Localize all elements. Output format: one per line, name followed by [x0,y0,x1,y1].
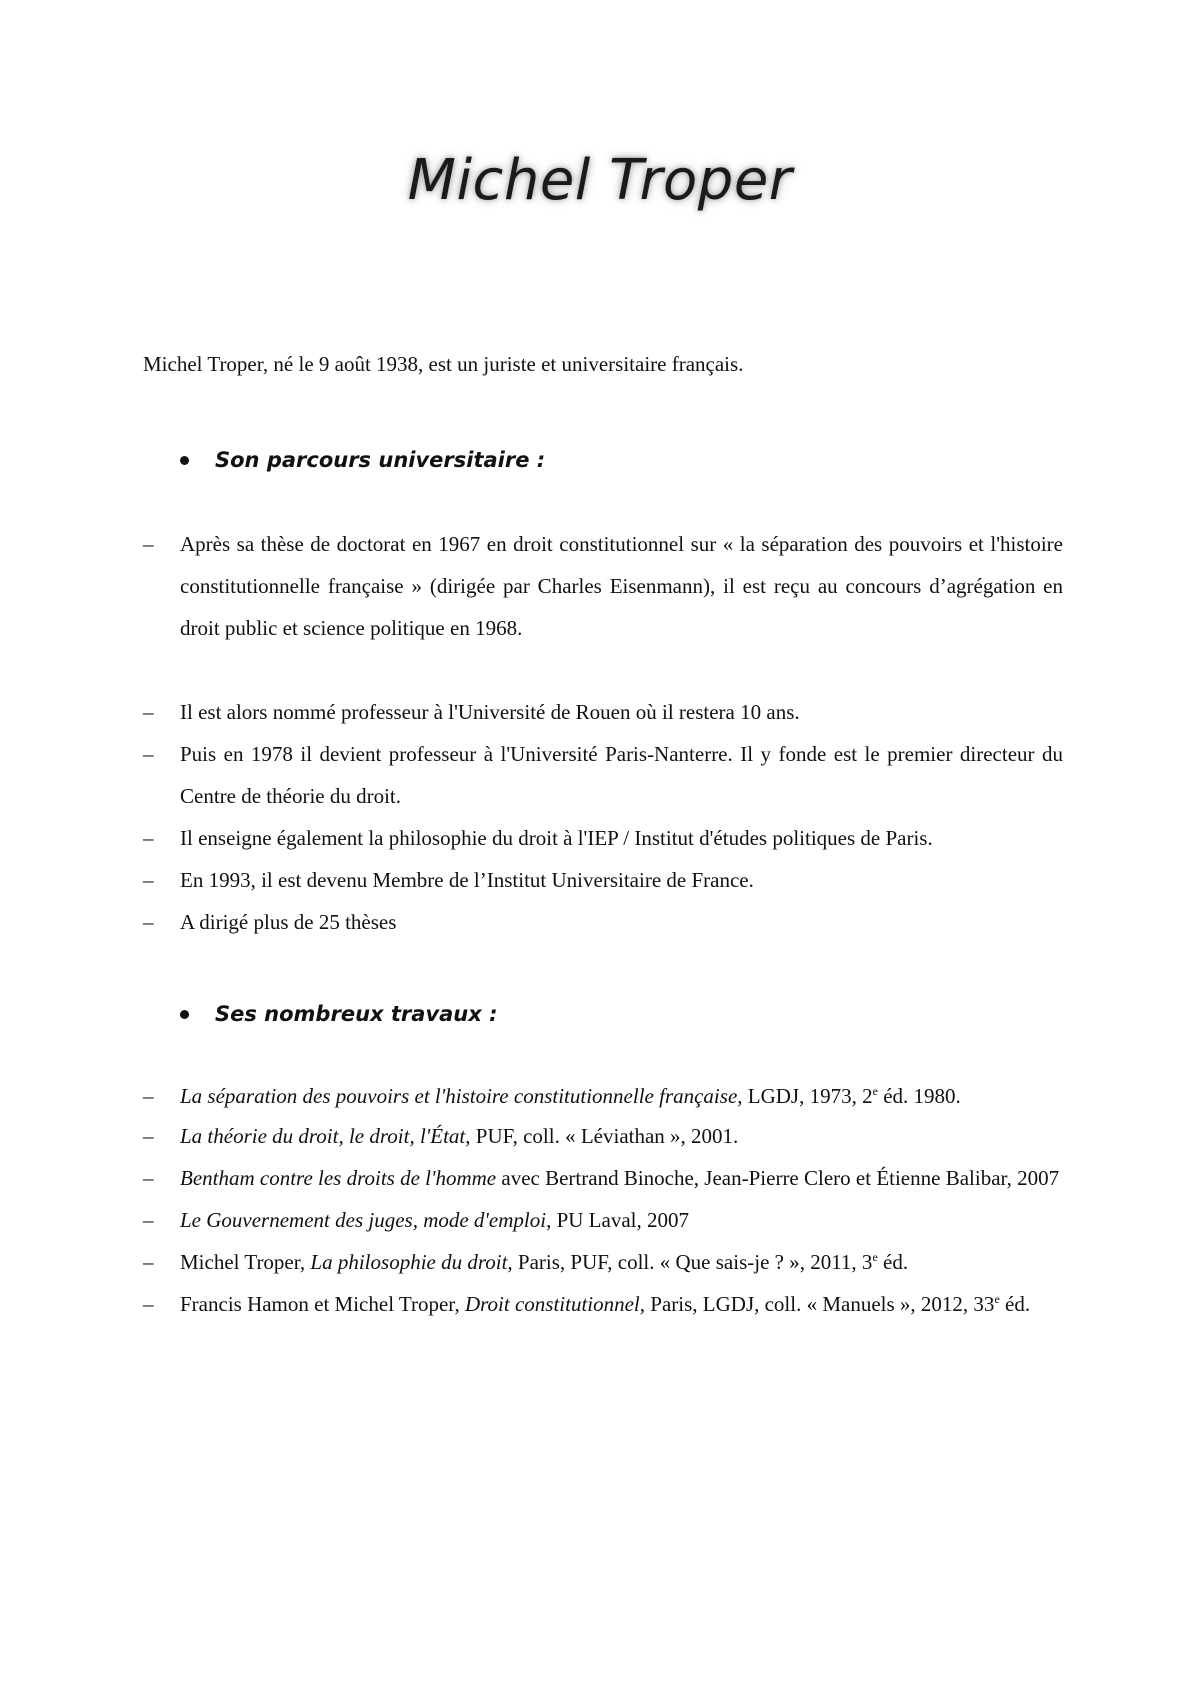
list-item: – Il enseigne également la philosophie du droit à l'IEP / Institut d'études politiques de Paris. [143,817,1063,859]
list-item: – Michel Troper, La philosophie du droit, Paris, PUF, coll. « Que sais-je ? », 2011, 3e éd. [143,1241,1063,1283]
dash-icon [143,523,154,565]
section-heading-parcours [180,446,545,474]
dash-icon [143,1241,154,1283]
dash-icon [143,859,154,901]
list-item: – En 1993, il est devenu Membre de l’Institut Universitaire de France. [143,859,1063,901]
dash-icon [143,1077,154,1115]
list-item: – Après sa thèse de doctorat en 1967 en droit constitutionnel sur « la séparation des pouvoirs et l'histoire constitutionnelle française » (dirigée par Charles Eisenmann), il est reçu au concours d’agrégation en droit public et science politique en 1968. [143,523,1063,649]
dash-icon [143,1115,154,1157]
section-heading-travaux [180,1000,498,1028]
bullet-icon [180,456,189,465]
dash-icon [143,733,154,775]
dash-icon [143,1157,154,1199]
dash-icon [143,1199,154,1241]
list-item: – Le Gouvernement des juges, mode d'emploi, PU Laval, 2007 [143,1199,1063,1241]
page-title: Michel Troper [407,148,793,213]
dash-icon [143,1283,154,1325]
travaux-list [143,1077,1063,1325]
list-item: – La séparation des pouvoirs et l'histoire constitutionnelle française, LGDJ, 1973, 2e éd. 1980. [143,1077,1063,1115]
intro-paragraph: Michel Troper, né le 9 août 1938, est un juriste et universitaire français. [143,352,744,376]
list-item: – Puis en 1978 il devient professeur à l'Université Paris-Nanterre. Il y fonde est le premier directeur du Centre de théorie du droit. [143,733,1063,817]
bullet-icon [180,1010,189,1019]
list-item: – La théorie du droit, le droit, l'État, PUF, coll. « Léviathan », 2001. [143,1115,1063,1157]
section-heading-label: Ses nombreux travaux : [215,1002,498,1026]
list-item: – Bentham contre les droits de l'homme avec Bertrand Binoche, Jean-Pierre Clero et Étienne Balibar, 2007 [143,1157,1063,1199]
list-item: – A dirigé plus de 25 thèses [143,901,1063,943]
list-item: – Francis Hamon et Michel Troper, Droit constitutionnel, Paris, LGDJ, coll. « Manuels », 2012, 33e éd. [143,1283,1063,1325]
list-item: – Il est alors nommé professeur à l'Université de Rouen où il restera 10 ans. [143,691,1063,733]
dash-icon [143,901,154,943]
dash-icon [143,817,154,859]
section-heading-label: Son parcours universitaire : [215,448,546,472]
parcours-list [143,523,1063,943]
dash-icon [143,691,154,733]
